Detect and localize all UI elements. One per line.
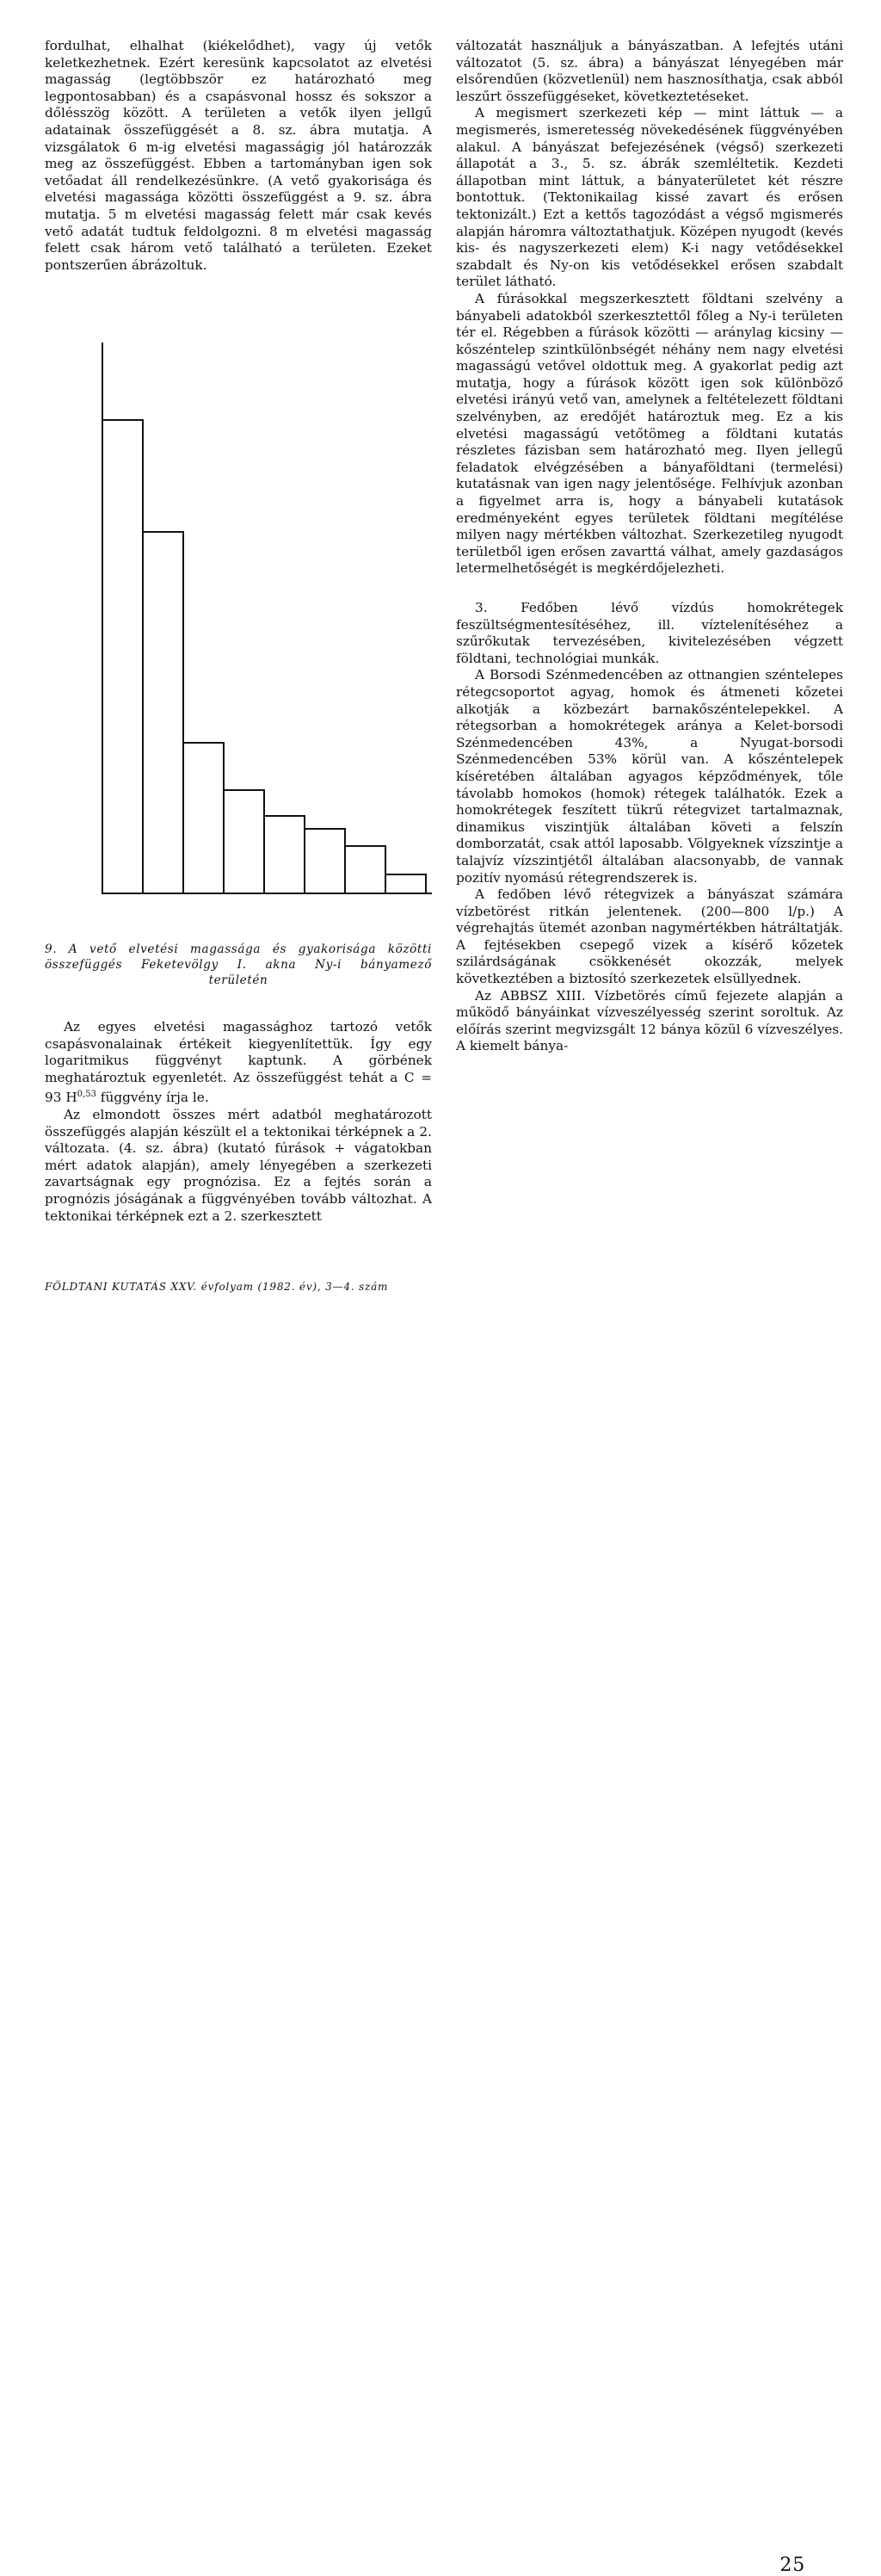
left-column-bottom	[45, 1019, 432, 1225]
left-paragraph-3: Az elmondott összes mért adatból meghatározott összefüggés alapján készült el a tektonikai térképnek a 2. változata. (4. sz. ábra) (kutató fúrások + vágatokban mért adatok alapján), amely lényegében a szerkezeti zavartságnak egy prognózisa. Ez a fejtés során a prognózis jóságának a függvényében tovább változhat. A tektonikai térképnek ezt a 2. szerkesztett	[45, 1107, 432, 1224]
journal-info: FÖLDTANI KUTATÁS XXV. évfolyam (1982. év), 3—4. szám	[45, 1281, 389, 1293]
figure-9	[45, 343, 432, 902]
right-paragraph-4: 3. Fedőben lévő vízdús homokrétegek feszültségmentesítéséhez, ill. víztelenítéséhez a szűrőkutak tervezésében, kivitelezésében végzett földtani, technológiai munkák.	[456, 600, 843, 666]
caption-line-2: összefüggés Feketevölgy I. akna Ny-i bányamező	[45, 958, 432, 972]
left-column-top	[45, 38, 432, 274]
left-paragraph-1: fordulhat, elhalhat (kiékelődhet), vagy új vetők keletkezhetnek. Ezért keresünk kapcsolatot az elvetési magasság (legtöbbször ez határozható meg legpontosabban) és a csapásvonal hossz és sokszor a dőlésszög között. A területen a vetők ilyen jellgű adatainak összefüggését a 8. sz. ábra mutatja. A vizsgálatok 6 m-ig elvetési magasságig jól határozzák meg az összefüggést. Ebben a tartományban igen sok vetőadat áll rendelkezésünkre. (A vető gyakorisága és elvetési magassága közötti összefüggést a 9. sz. ábra mutatja. 5 m elvetési magasság felett már csak kevés vető adatát tudtuk feldolgozni. 8 m elvetési magasság felett csak három vető található a területen. Ezeket pontszerűen ábrázoltuk.	[45, 38, 432, 273]
right-paragraph-2: A megismert szerkezeti kép — mint láttuk — a megismerés, ismeretesség növekedésének függvényében alakul. A bányászat befejezésének (végső) szerkezeti állapotát a 3., 5. sz. ábrák szemléltetik. Kezdeti állapotban mint láttuk, a bányaterületet két részre bontottuk. (Tektonikailag kissé zavart és erősen tektonizált.) Ezt a kettős tagozódást a végső mgismerés alapján háromra változtathatjuk. Középen nyugodt (kevés kis- és nagyszerkezeti elem) K-i nagy vetődésekkel szabdalt és Ny-on kis vetődésekkel erősen szabdalt terület látható.	[456, 105, 843, 290]
right-paragraph-7: Az ABBSZ XIII. Vízbetörés című fejezete alapján a működő bányáinkat vízveszélyesség szerint soroltuk. Az előírás szerint megvizsgált 12 bánya közül 6 vízveszélyes. A kiemelt bánya-	[456, 987, 843, 1054]
formula-exponent: 0,53	[77, 1090, 96, 1100]
histogram-bar-3	[183, 743, 224, 893]
histogram-bar-5	[264, 816, 305, 893]
caption-line-3: területén	[208, 973, 268, 987]
page-number: 25	[779, 2554, 805, 2576]
paragraph-2-text: Az egyes elvetési magassághoz tartozó vetők csapásvonalainak értékeit kiegyenlítettük. Így egy logaritmikus függvényt kaptunk. A görbének meghatároztuk egyenletét. Az összefüggést tehát a C = 93 H	[45, 1019, 432, 1106]
histogram-bar-2	[143, 532, 183, 893]
right-paragraph-6: A fedőben lévő rétegvizek a bányászat számára vízbetörést ritkán jelentenek. (200—800 l/p.) A végrehajtás ütemét azonban nagymértékben hátráltatják. A fejtésekben csepegő vizek a kísérő kőzetek szilárdságának csökkenését okozzák, melyek következtében a biztosító szerkezetek elsüllyednek.	[456, 886, 843, 987]
histogram-chart	[45, 343, 432, 902]
histogram-bar-1	[102, 420, 143, 893]
right-paragraph-5: A Borsodi Szénmedencében az ottnangien széntelepes rétegcsoportot agyag, homok és átmeneti kőzetei alkotják a közbezárt barnakőszéntelepekkel. A rétegsorban a homokrétegek aránya a Kelet-borsodi Szénmedencében 43%, a Nyugat-borsodi Szénmedencében 53% körül van. A kőszéntelepek kíséretében általában agyagos képződmények, tőle távolabb homokos (homok) rétegek találhatók. Ezek a homokrétegek feszített tükrű rétegvizet tartalmaznak, dinamikus viszintjük általában követi a felszín domborzatát, csak attól laposabb. Völgyeknek vízszintje a talajvíz vízszintjétől általában alacsonyabb, de vannak pozitív nyomású rétegrendszerek is.	[456, 667, 843, 886]
right-paragraph-3: A fúrásokkal megszerkesztett földtani szelvény a bányabeli adatokból szerkesztettől főleg a Ny-i területen tér el. Régebben a fúrások közötti — aránylag kicsiny — kőszéntelep szintkülönbségét néhány nem nagy elvetési magasságú vetővel oldottuk meg. A gyakorlat pedig azt mutatja, hogy a fúrások között igen sok különböző elvetési irányú vető van, amelynek a feltételezett földtani szelvényben, az eredőjét határoztuk meg. Ez a kis elvetési magasságú vetőtömeg a földtani kutatás részletes fázisban sem határozható meg. Ilyen jellegű feladatok elvégzésében a bányaföldtani (termelési) kutatásnak van igen nagy jelentősége. Felhívjuk azonban a figyelmet arra is, hogy a bányabeli kutatások eredményeként egyes területek földtani megítélése milyen nagy mértékben változhat. Szerkezetileg nyugodt területből igen erősen zavarttá válhat, amely gazdaságos letermelhetőségét is megkérdőjelezheti.	[456, 290, 843, 577]
histogram-bar-6	[305, 829, 345, 893]
page-footer	[45, 1281, 847, 2576]
caption-line-1: 9. A vető elvetési magassága és gyakorisága közötti	[45, 942, 432, 956]
histogram-bar-8	[385, 874, 426, 893]
histogram-bar-7	[345, 846, 385, 893]
right-column	[456, 38, 843, 1055]
figure-caption	[45, 942, 432, 988]
paragraph-2-end: függvény írja le.	[95, 1090, 209, 1106]
left-paragraph-2	[45, 1019, 432, 1107]
right-paragraph-1: változatát használjuk a bányászatban. A lefejtés utáni változatot (5. sz. ábra) a bányászat lényegében már elsőrendűen (közvetlenül) nem hasznosíthatja, csak abból leszűrt összefüggéseket, következtetéseket.	[456, 38, 843, 104]
histogram-bar-4	[224, 790, 264, 893]
